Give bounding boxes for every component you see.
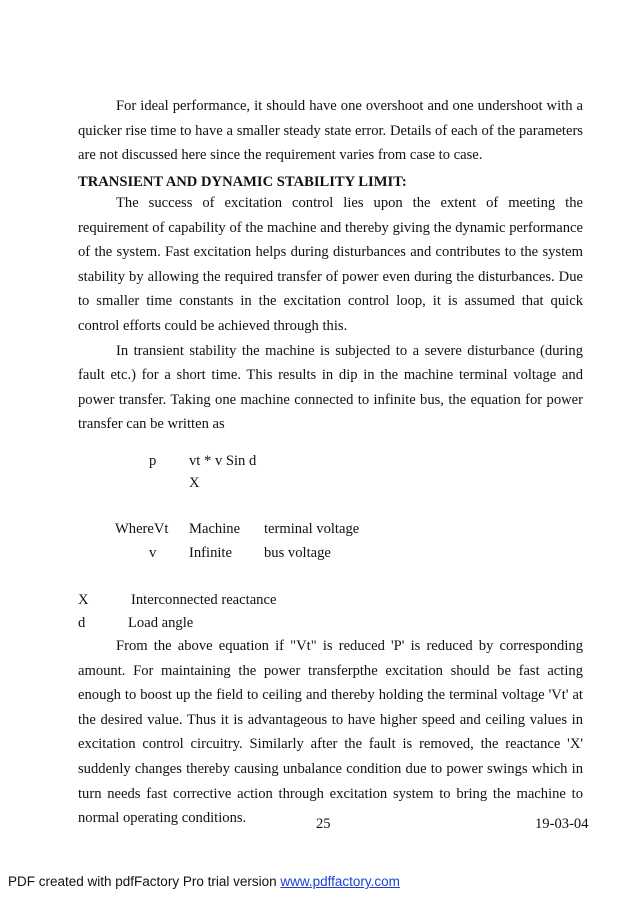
conclusion-paragraph-block xyxy=(78,634,583,831)
paragraph-excitation-control: The success of excitation control lies upon the extent of meeting the requirement of capability of the machine and thereby giving the dynamic performance of the system. Fast excitation helps during disturbances and contributes to the system stability by allowing the required transfer of power even during the disturbances. Due to smaller time constants in the excitation control loop, it is assumed that quick control efforts could be achieved through this. xyxy=(78,195,583,334)
section-heading: TRANSIENT AND DYNAMIC STABILITY LIMIT: xyxy=(78,174,407,190)
equation-lhs: p xyxy=(149,453,157,469)
paragraph-transient-stability: In transient stability the machine is subjected to a severe disturbance (during fault etc.) for a short time. This results in dip in the machine terminal voltage and power transfer. Taking one machine connected to infinite bus, the equation for power transfer can be written as xyxy=(78,342,583,433)
where-row-1-word: Machine xyxy=(189,521,241,537)
where-row-2-desc: bus voltage xyxy=(264,545,331,561)
where-label: WhereVt xyxy=(115,521,169,537)
equation-denominator: X xyxy=(189,475,200,491)
paragraph-ideal-performance: For ideal performance, it should have one overshoot and one undershoot with a quicker rise time to have a smaller steady state error. Details of each of the parameters are not discussed here since the requirement varies from case to case. xyxy=(78,98,583,164)
body-paragraphs-block xyxy=(78,191,583,437)
where-row-1-desc: terminal voltage xyxy=(264,521,360,537)
page-number: 25 xyxy=(316,816,331,832)
pdf-banner-text: PDF created with pdfFactory Pro trial version xyxy=(8,874,281,889)
where-row-2-sym: v xyxy=(149,545,157,561)
def-x-symbol: X xyxy=(78,592,89,608)
def-x-description: Interconnected reactance xyxy=(131,592,277,608)
paragraph-conclusion: From the above equation if "Vt" is reduced 'P' is reduced by corresponding amount. For maintaining the power transferpthe excitation should be fast acting enough to boost up the field to ceiling and thereby holding the terminal voltage 'Vt' at the desired value. Thus it is advantageous to have higher speed and ceiling values in excitation control circuitry. Similarly after the fault is removed, the reactance 'X' suddenly changes thereby causing unbalance condition due to power swings which in turn needs fast corrective action through excitation system to bring the machine to normal operating conditions. xyxy=(78,638,583,827)
pdf-creator-banner xyxy=(8,874,400,889)
where-row-2-word: Infinite xyxy=(189,545,232,561)
def-d-description: Load angle xyxy=(128,615,194,631)
intro-paragraph-block xyxy=(78,94,583,168)
equation-numerator: vt * v Sin d xyxy=(189,453,257,469)
def-d-symbol: d xyxy=(78,615,86,631)
page-date: 19-03-04 xyxy=(535,816,589,832)
pdffactory-link[interactable]: www.pdffactory.com xyxy=(280,874,400,889)
